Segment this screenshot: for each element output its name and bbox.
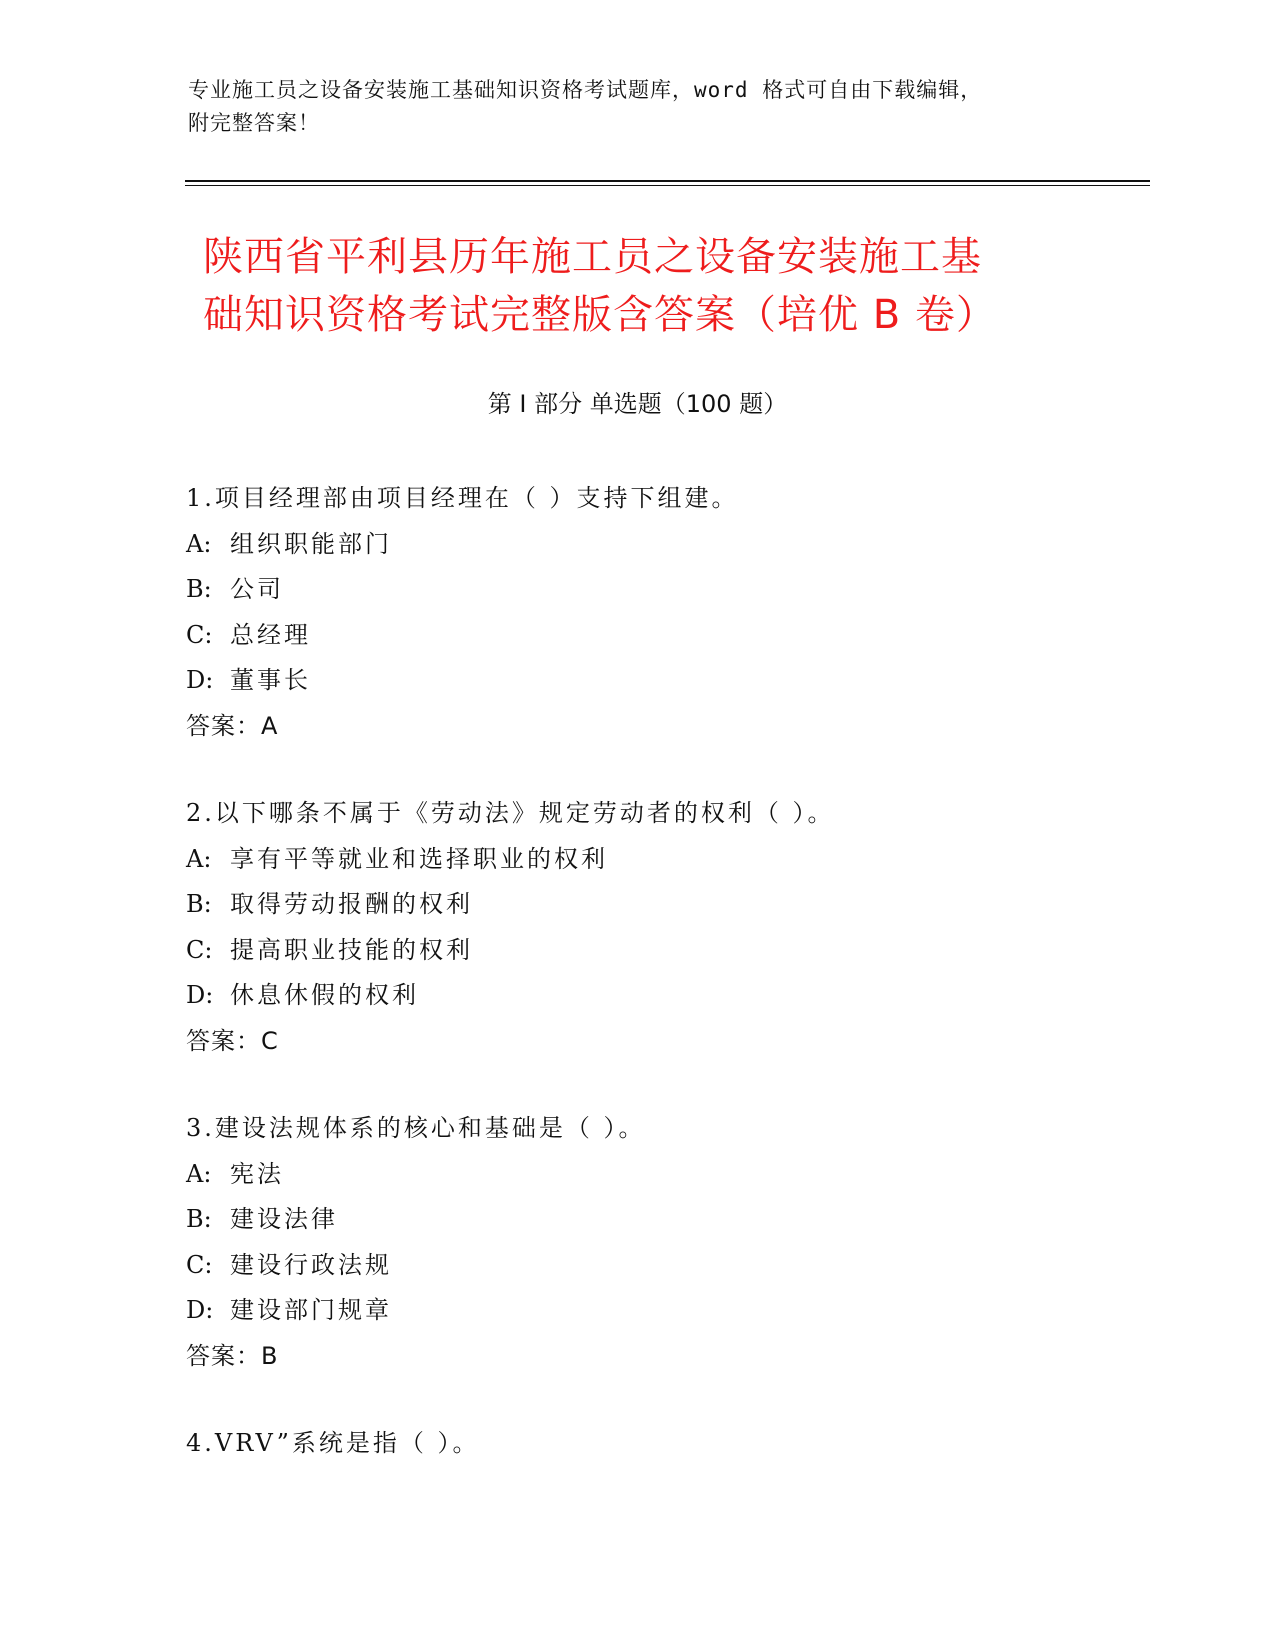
header-divider-thin	[185, 185, 1150, 186]
option-text: 组织职能部门	[230, 529, 392, 558]
answer-label: 答案：A	[186, 711, 279, 740]
header-divider-thick	[185, 180, 1150, 182]
option-c	[186, 613, 1146, 659]
question-stem: 1.项目经理部由项目经理在（ ）支持下组建。	[186, 484, 739, 512]
question-3	[186, 1106, 1146, 1379]
option-a	[186, 522, 1146, 568]
question-list	[186, 476, 1146, 1509]
option-text: 取得劳动报酬的权利	[230, 890, 473, 918]
option-text: 提高职业技能的权利	[230, 935, 473, 964]
option-a	[186, 837, 1146, 883]
option-text: 建设行政法规	[230, 1250, 392, 1279]
option-key: A:	[186, 844, 212, 873]
document-title-line-1: 陕西省平利县历年施工员之设备安装施工基	[203, 234, 982, 280]
option-b	[186, 1197, 1146, 1243]
question-stem: 4.VRV”系统是指（ ）。	[186, 1429, 480, 1457]
section-title: 第 I 部分 单选题（100 题）	[487, 390, 788, 418]
header-note	[188, 74, 1068, 140]
option-key: A:	[186, 529, 212, 558]
option-key: A:	[186, 1159, 212, 1188]
option-d	[186, 1288, 1146, 1334]
question-4	[186, 1421, 1146, 1467]
option-key: C:	[186, 620, 213, 649]
option-text: 享有平等就业和选择职业的权利	[230, 844, 608, 873]
option-c	[186, 928, 1146, 974]
option-text: 建设法律	[230, 1205, 338, 1233]
option-d	[186, 658, 1146, 704]
question-2	[186, 791, 1146, 1064]
answer-label: 答案：C	[186, 1026, 279, 1055]
option-d	[186, 973, 1146, 1019]
question-1	[186, 476, 1146, 749]
header-note-line-2: 附完整答案！	[188, 111, 320, 135]
document-title-line-2: 础知识资格考试完整版含答案（培优 B 卷）	[203, 292, 997, 338]
option-key: D:	[186, 981, 214, 1009]
document-title	[203, 228, 1103, 344]
header-note-line-1: 专业施工员之设备安装施工基础知识资格考试题库，word 格式可自由下载编辑，	[188, 78, 983, 102]
option-text: 建设部门规章	[230, 1296, 392, 1324]
option-key: B:	[186, 890, 212, 918]
option-b	[186, 882, 1146, 928]
option-text: 宪法	[230, 1159, 284, 1188]
option-key: C:	[186, 935, 213, 964]
option-key: D:	[186, 1296, 214, 1324]
option-text: 休息休假的权利	[230, 981, 419, 1009]
option-text: 公司	[230, 575, 284, 603]
question-stem: 2.以下哪条不属于《劳动法》规定劳动者的权利（ ）。	[186, 799, 835, 827]
question-stem: 3.建设法规体系的核心和基础是（ ）。	[186, 1114, 646, 1142]
option-b	[186, 567, 1146, 613]
option-key: B:	[186, 575, 212, 603]
option-a	[186, 1152, 1146, 1198]
answer-label: 答案：B	[186, 1341, 279, 1370]
option-key: C:	[186, 1250, 213, 1279]
option-key: D:	[186, 666, 214, 694]
option-text: 总经理	[230, 620, 311, 649]
option-c	[186, 1243, 1146, 1289]
option-key: B:	[186, 1205, 212, 1233]
option-text: 董事长	[230, 666, 311, 694]
